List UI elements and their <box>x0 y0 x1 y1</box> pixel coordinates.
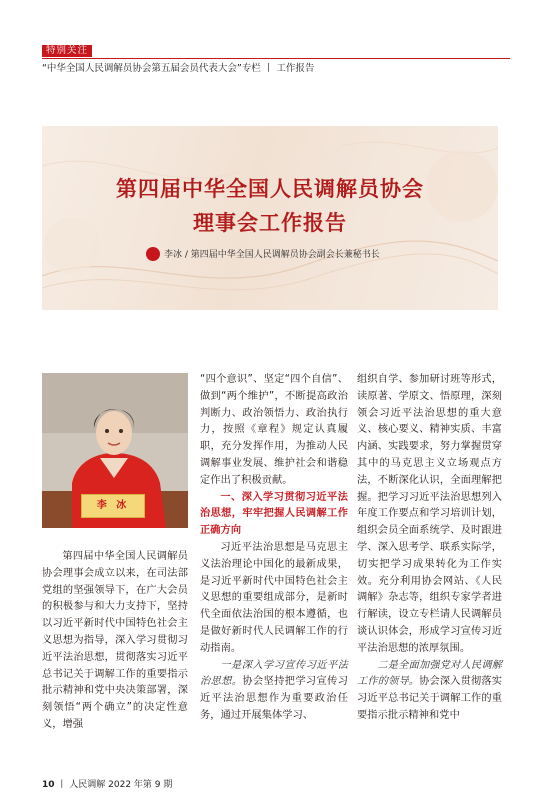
byline-text: 李冰 / 第四届中华全国人民调解员协会副会长兼秘书长 <box>164 250 380 260</box>
byline <box>146 247 380 263</box>
title-banner <box>42 126 498 310</box>
section-heading: 一、深入学习贯彻习近平法治思想，牢牢把握人民调解工作正确方向 <box>200 491 348 537</box>
paragraph <box>200 658 348 725</box>
header-rule <box>42 58 510 59</box>
point-lead: 二是全面加强党对人民调解工作的领导。 <box>357 659 502 688</box>
section-tag: 特别关注 <box>42 45 92 57</box>
paragraph: 习近平法治思想是马克思主义法治理论中国化的最新成果，是习近平新时代中国特色社会主义思想的重要组成部分，是新时代全面依法治国的根本遵循，也是做好新时代人民调解工作的行动指南。 <box>200 541 348 654</box>
page-number: 10 <box>42 780 55 790</box>
paragraph-body: 协会深入贯彻落实习近平总书记关于调解工作的重要指示批示精神和党中 <box>357 676 502 721</box>
paragraph <box>357 658 502 725</box>
text-column-1 <box>42 549 188 734</box>
text-column-3 <box>357 372 502 725</box>
paragraph-body: 协会坚持把学习宣传习近平法治思想作为重要政治任务，通过开展集体学习、 <box>200 676 348 721</box>
footer-separator: 丨 <box>57 780 70 790</box>
column-title: “中华全国人民调解员协会第五届会员代表大会”专栏 丨 工作报告 <box>42 63 315 74</box>
publication-name: 人民调解 <box>69 780 106 790</box>
page-footer <box>42 780 172 791</box>
paragraph: 组织自学、参加研讨班等形式，读原著、学原文、悟原理，深刻领会习近平法治思想的重大意义、核心要义、精神实质、丰富内涵、实践要求，努力掌握贯穿其中的马克思主义立场观点方法，不断深化认识，全面理解把握。把学习习近平法治思想列入年度工作要点和学习培训计划，组织会员全面系统学、及时跟进学、深入思考学、联系实际学，切实把学习成果转化为工作实效。充分利用协会网站、《人民调解》杂志等，组织专家学者进行解读，设立专栏请人民调解员谈认识体会，形成学习宣传习近平法治思想的浓厚氛围。 <box>357 374 502 654</box>
nameplate: 李 冰 <box>81 494 145 518</box>
paragraph: “四个意识”、坚定“四个自信”、做到“两个维护”，不断提高政治判断力、政治领悟力、政治执行力，按照《章程》规定认真履职，充分发挥作用，为推动人民调解事业发展、维护社会和谐稳定作出了积极贡献。 <box>200 374 348 486</box>
text-column-2 <box>200 372 348 725</box>
banner-title-line2: 理事会工作报告 <box>193 210 347 235</box>
paragraph: 第四届中华全国人民调解员协会理事会成立以来，在司法部党组的坚强领导下，在广大会员的积极参与和大力支持下，坚持以习近平新时代中国特色社会主义思想为指导，深入学习贯彻习近平法治思想，贯彻落实习近平总书记关于调解工作的重要指示批示精神和党中央决策部署，深刻领悟“两个确立”的决定性意义，增强 <box>42 551 188 730</box>
banner-title-line1: 第四届中华全国人民调解员协会 <box>116 176 424 201</box>
issue-label: 2022 年第 9 期 <box>108 780 173 790</box>
author-mark-icon <box>146 247 160 261</box>
point-lead: 一是深入学习宣传习近平法治思想。 <box>200 659 348 688</box>
